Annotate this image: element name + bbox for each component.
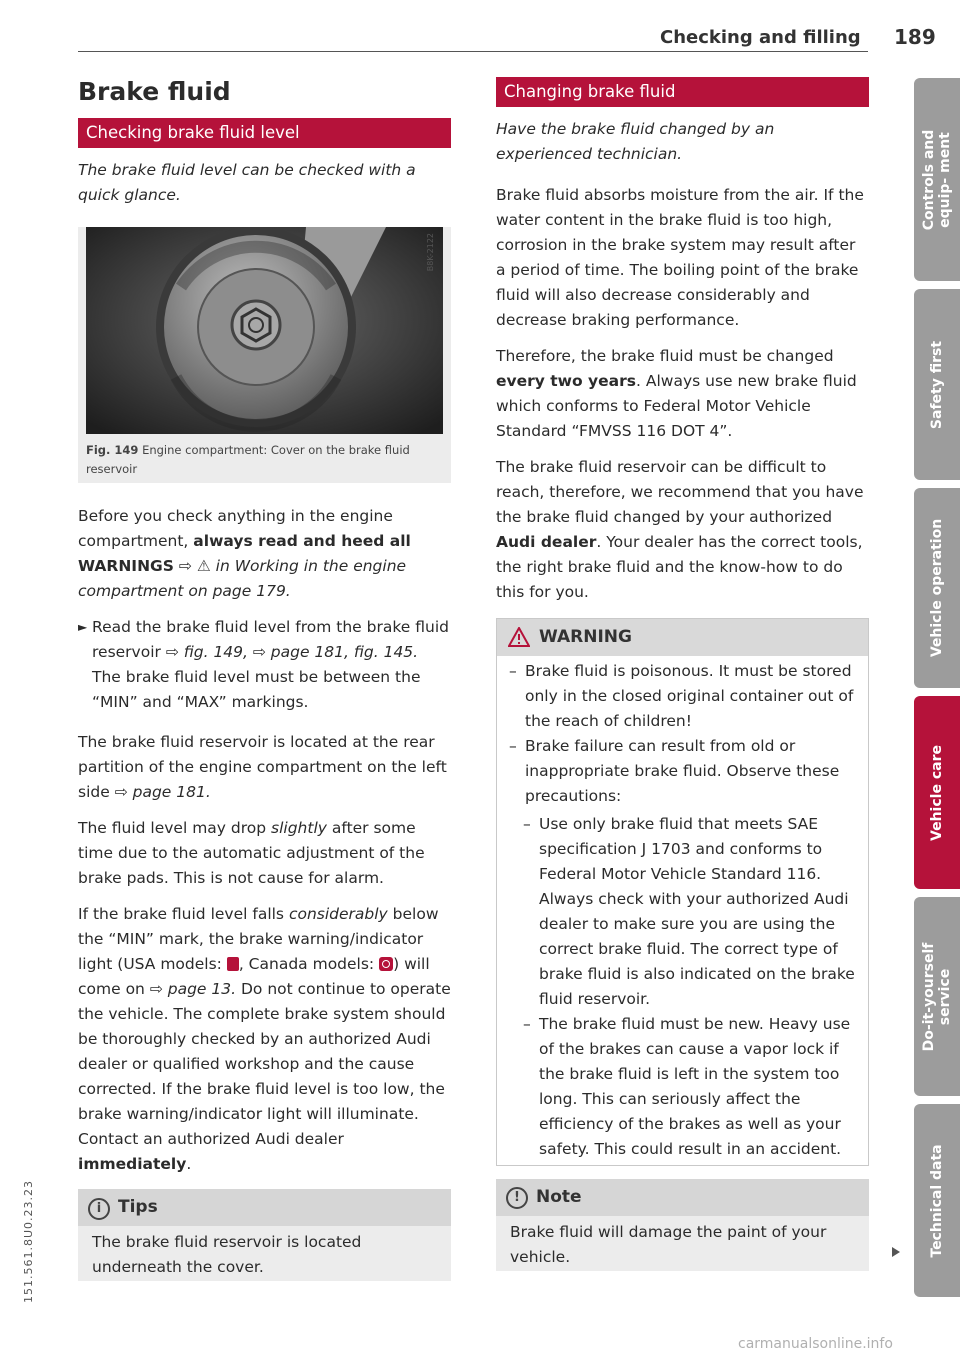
paragraph-location (78, 730, 451, 805)
text-span: . Your dealer has the correct tools, the right brake fluid and the know-how to do this for you. (496, 533, 863, 601)
warning-item: – Brake fluid is poisonous. It must be stored only in the closed original container out of the reach of children! (509, 659, 859, 734)
text-span: The fluid level may drop (78, 819, 267, 837)
header-divider (78, 51, 868, 52)
paragraph-interval (496, 344, 869, 444)
brake-warning-usa-icon (227, 957, 239, 971)
text-span: Read the brake fluid level from the brake fluid reservoir (92, 618, 449, 661)
tips-title: Tips (118, 1197, 158, 1217)
intro-text: The brake fluid level can be checked with a quick glance. (78, 161, 416, 204)
bold-text: every two years (496, 372, 636, 390)
intro-text-changing: Have the brake fluid changed by an experienced technician. (496, 120, 775, 163)
cross-ref-link[interactable]: in Working in the engine compartment on page 179. (78, 557, 407, 600)
italic-text: slightly (271, 819, 327, 837)
tips-text: The brake fluid reservoir is located underneath the cover. (92, 1233, 362, 1276)
tab-do-it-yourself-service[interactable] (914, 897, 960, 1096)
paragraph-level-drop (78, 816, 451, 891)
instruction-bullet (78, 615, 451, 715)
text-span: The brake fluid reservoir is located at the rear partition of the engine compartment on the left side (78, 733, 447, 801)
info-icon: i (88, 1198, 110, 1220)
warning-subitem-text: The brake fluid must be new. Heavy use of the brakes can cause a vapor lock if the brake fluid is left in the system too long. This can seriously affect the efficiency of the brakes as well as your safety. This could result in an accident. (539, 1015, 851, 1158)
text-span: . (186, 1155, 192, 1173)
text-span: after some time due to the automatic adjustment of the brake pads. This is not cause for alarm. (78, 819, 425, 887)
brake-fluid-cap-photo (86, 227, 443, 434)
text-span: below the “MIN” mark, the brake warning/indicator light (USA models: (78, 905, 439, 973)
watermark: carmanualsonline.info (738, 1336, 893, 1352)
tab-safety-first[interactable] (914, 289, 960, 480)
warning-subitem: – The brake fluid must be new. Heavy use of the brakes can cause a vapor lock if the brake fluid is left in the system too long. This can seriously affect the efficiency of the brakes as well as your safety. This could result in an accident. (523, 1012, 859, 1162)
warning-item: – Brake failure can result from old or inappropriate brake fluid. Observe these precautions: (509, 734, 859, 809)
cross-ref-link[interactable]: ⇨ page 181. (114, 783, 211, 801)
warning-subitem: – Use only brake fluid that meets SAE specification J 1703 and conforms to Federal Motor Vehicle Standard 116. Always check with your authorized Audi dealer to make sure you are using the correct brake fluid. The correct type of brake fluid is also indicated on the brake fluid reservoir. (523, 812, 859, 1012)
brake-warning-canada-icon (379, 957, 393, 971)
figure-label: Fig. 149 (86, 443, 139, 457)
text-span: The brake fluid reservoir can be difficult to reach, therefore, we recommend that you have the brake fluid changed by your authorized (496, 458, 864, 526)
tips-box-body (78, 1226, 451, 1281)
warning-item-text: Brake failure can result from old or inappropriate brake fluid. Observe these precautions: (525, 737, 840, 805)
warning-box (496, 618, 869, 1166)
tab-technical-data[interactable] (914, 1104, 960, 1297)
arrow-ref: ⇨ (178, 557, 192, 575)
text-span: . Always use new brake fluid which conforms to Federal Motor Vehicle Standard “FMVSS 116 DOT 4”. (496, 372, 857, 440)
warning-title: WARNING (539, 627, 632, 647)
warning-item-text: Brake fluid is poisonous. It must be stored only in the closed original container out of the reach of children! (525, 662, 854, 730)
tips-box-header (78, 1189, 451, 1226)
tab-vehicle-operation[interactable] (914, 488, 960, 688)
bold-text: immediately (78, 1155, 187, 1173)
running-header-title: Checking and filling (660, 27, 861, 48)
tab-label: Technical data (929, 1143, 945, 1258)
continue-arrow-icon (892, 1247, 900, 1257)
figure-caption-text: Engine compartment: Cover on the brake fluid reservoir (86, 443, 410, 476)
exclamation-icon: ! (506, 1187, 528, 1209)
text-span: If the brake fluid level falls (78, 905, 285, 923)
warning-triangle-icon: ⚠ (196, 557, 211, 575)
tab-controls-and-equipment[interactable] (914, 78, 960, 281)
bold-text: always read and heed all WARNINGS (78, 532, 411, 575)
page-number: 189 (894, 25, 936, 49)
section-heading-changing: Changing brake fluid (496, 77, 869, 107)
figure-code: B8K-2122 (426, 233, 435, 272)
tab-label: Controls and equip- ment (921, 129, 953, 230)
figure-caption (86, 441, 441, 479)
cross-ref-link[interactable]: ⇨ fig. 149, ⇨ page 181, fig. 145. (165, 643, 419, 661)
italic-text: considerably (288, 905, 388, 923)
tab-label: Vehicle operation (929, 518, 945, 658)
figure-149 (78, 227, 451, 483)
text-span: Before you check anything in the engine compartment, (78, 507, 393, 550)
triangle-bullet-icon: ► (78, 620, 88, 634)
tab-label: Safety first (929, 340, 945, 429)
paragraph-dealer (496, 455, 869, 605)
document-code: 151.561.8U0.23.23 (22, 1180, 35, 1304)
paragraph-low-level (78, 902, 451, 1177)
warning-subitem-text: Use only brake fluid that meets SAE specification J 1703 and conforms to Federal Motor Vehicle Standard 116. Always check with your authorized Audi dealer to make sure you are using the correct brake fluid. The correct type of brake fluid is also indicated on the brake fluid reservoir. (539, 815, 855, 1008)
tab-label: Vehicle care (929, 744, 945, 841)
text-span: , Canada models: (238, 955, 375, 973)
warning-box-header (497, 619, 868, 656)
text-span: Do not continue to operate the vehicle. The complete brake system should be thoroughly checked by an authorized Audi dealer or qualified workshop and the cause corrected. If the brake fluid level is too low, the brake warning/indicator light will illuminate. Contact an authorized Audi dealer (78, 980, 451, 1148)
paragraph-moisture: Brake fluid absorbs moisture from the air. If the water content in the brake fluid is too high, corrosion in the brake system may result after a period of time. The boiling point of the brake fluid will also decrease considerably and decrease braking performance. (496, 186, 864, 329)
note-box-body (496, 1216, 869, 1271)
tab-label: Do-it-yourself service (921, 942, 953, 1051)
note-text: Brake fluid will damage the paint of your vehicle. (510, 1223, 827, 1266)
note-box-header (496, 1179, 869, 1216)
cross-ref-link[interactable]: ⇨ page 13. (149, 980, 237, 998)
warning-triangle-icon (508, 627, 530, 647)
text-span: The brake fluid level must be between the “MIN” and “MAX” markings. (92, 668, 421, 711)
note-title: Note (536, 1187, 582, 1207)
text-span: ) will come on (78, 955, 430, 998)
text-span: Therefore, the brake fluid must be changed (496, 347, 834, 365)
bold-text: Audi dealer (496, 533, 597, 551)
tab-vehicle-care[interactable] (914, 696, 960, 889)
paragraph-warnings-ref (78, 504, 451, 604)
section-heading-checking: Checking brake fluid level (78, 118, 451, 148)
page-title: Brake fluid (78, 77, 231, 106)
